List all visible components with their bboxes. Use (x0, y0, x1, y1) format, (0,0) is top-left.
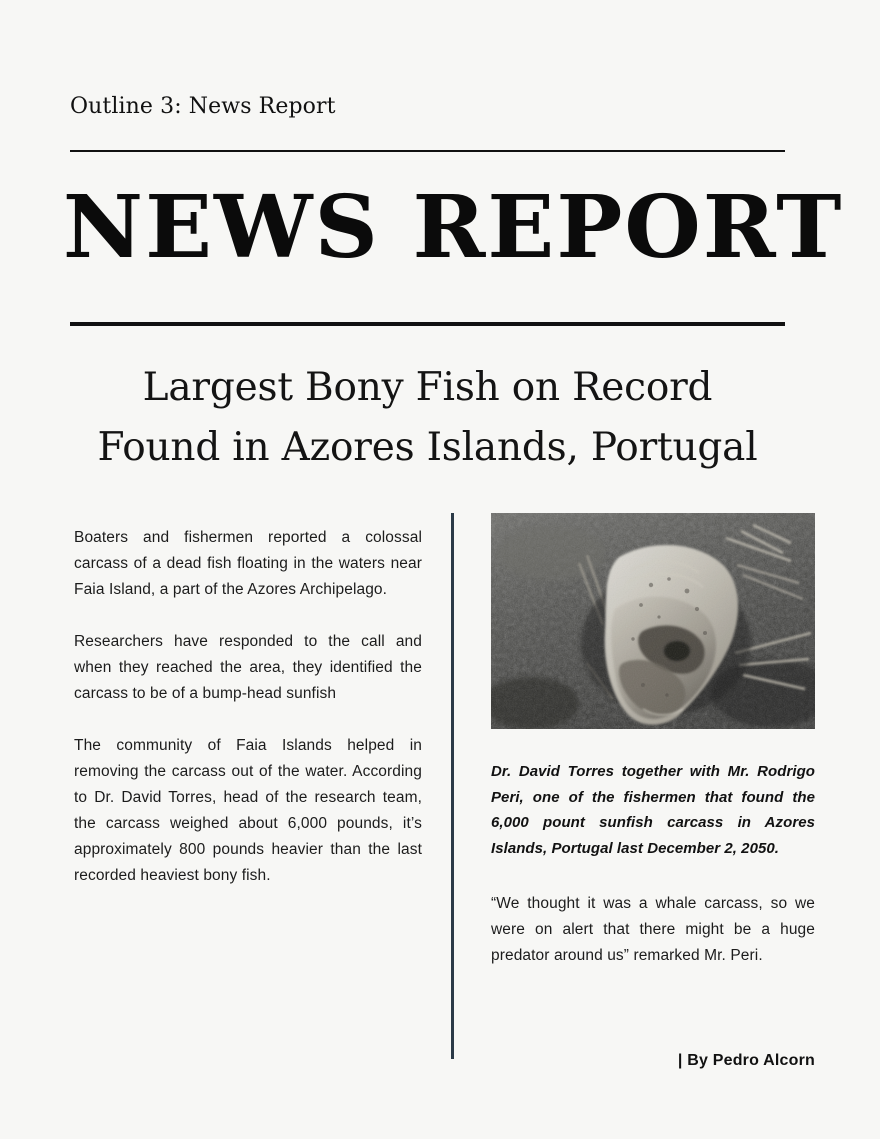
headline (70, 358, 785, 478)
column-divider (451, 513, 454, 1059)
headline-line-2: Found in Azores Islands, Portugal (97, 425, 758, 470)
headline-line-1: Largest Bony Fish on Record (142, 365, 713, 410)
article-left-column (74, 525, 422, 889)
outline-label: Outline 3: News Report (70, 94, 336, 119)
article-paragraph: Boaters and fishermen reported a colossal carcass of a dead fish floating in the waters near Faia Island, a part of the Azores Archipelago. (74, 529, 422, 598)
article-right-column (491, 513, 815, 969)
byline: | By Pedro Alcorn (677, 1052, 815, 1069)
header-rule-top (70, 150, 785, 152)
header-rule-bottom (70, 322, 785, 326)
article-paragraph: Researchers have responded to the call and when they reached the area, they identified the carcass to be of a bump-head sunfish (74, 633, 422, 702)
article-columns (0, 513, 880, 1073)
masthead-title: NEWS REPORT (62, 177, 844, 278)
article-paragraph: The community of Faia Islands helped in removing the carcass out of the water. According to Dr. David Torres, head of the research team, the carcass weighed about 6,000 pounds, it’s approximately 800 pounds heavier than the last recorded heaviest bony fish. (74, 737, 422, 884)
photo-graphic (491, 513, 815, 729)
fish-carcass-photo (491, 513, 815, 729)
pull-quote: “We thought it was a whale carcass, so we were on alert that there might be a huge predator around us” remarked Mr. Peri. (491, 895, 815, 964)
photo-caption: Dr. David Torres together with Mr. Rodrigo Peri, one of the fishermen that found the 6,000 pount sunfish carcass in Azores Islands, Portugal last December 2, 2050. (491, 763, 815, 857)
